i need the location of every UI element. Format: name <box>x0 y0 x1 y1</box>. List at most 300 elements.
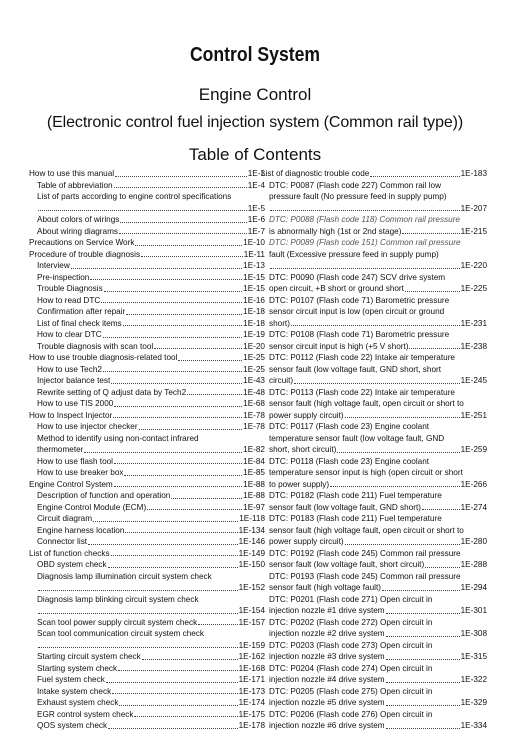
toc-entry-text: How to use breaker box <box>37 468 124 477</box>
page-subtitle: Engine Control <box>198 85 312 104</box>
toc-entry-page: 1E-25 <box>243 364 265 374</box>
dot-leader <box>103 337 243 338</box>
toc-entry-text: OBD system check <box>37 560 107 569</box>
toc-entry[interactable] <box>29 387 265 399</box>
toc-entry[interactable] <box>261 318 487 330</box>
toc-entry-text: Engine harness location <box>37 525 125 535</box>
toc-entry[interactable] <box>29 640 265 652</box>
toc-entry-text: How to clear DTC <box>37 330 102 339</box>
dot-leader <box>187 394 242 395</box>
toc-entry[interactable] <box>29 525 265 537</box>
toc-entry-text: Diagnosis lamp blinking circuit system check <box>37 594 199 604</box>
toc-entry-page: 1E-322 <box>460 675 487 684</box>
dot-leader <box>114 486 242 487</box>
dot-leader <box>38 647 238 648</box>
toc-entry-text: sensor circuit input is high (+5 V short) <box>269 341 409 351</box>
dot-leader <box>84 452 242 453</box>
toc-entry-page: 1E-288 <box>460 560 487 569</box>
dot-leader <box>119 705 237 706</box>
toc-entry-text: sensor fault (high voltage fault, open circuit or short to <box>269 399 464 408</box>
toc-entry[interactable] <box>29 260 265 272</box>
dot-leader <box>382 590 460 591</box>
toc-entry-page: 1E-308 <box>460 629 487 638</box>
toc-entry-text: Engine Control System <box>29 479 113 489</box>
toc-entry-text: How to read DTC <box>37 295 101 305</box>
toc-entry-page: 1E-175 <box>238 709 265 719</box>
dot-leader <box>106 682 238 683</box>
toc-entry-text: sensor fault (high voltage fault) <box>269 583 381 592</box>
toc-entry-page: 1E-68 <box>243 399 265 408</box>
dot-leader <box>118 670 238 671</box>
toc-entry[interactable] <box>29 582 265 594</box>
toc-entry-text: power supply circuit) <box>269 537 344 546</box>
dot-leader <box>104 291 242 292</box>
toc-entry-page: 1E-168 <box>238 663 265 673</box>
toc-entry-text: DTC: P0201 (Flash code 271) Open circuit in <box>269 594 433 604</box>
toc-entry[interactable] <box>29 686 265 698</box>
toc-entry-page: 1E-334 <box>460 721 487 730</box>
toc-entry-page: 1E-82 <box>243 445 265 454</box>
toc-entry-text: short) <box>269 318 290 328</box>
toc-entry[interactable] <box>29 548 265 560</box>
dot-leader <box>330 486 460 487</box>
toc-entry-text: EGR control system check <box>37 709 134 719</box>
page-subtitle-detail: (Electronic control fuel injection system (Common rail type)) <box>46 114 464 131</box>
page-title: Control System <box>189 44 321 66</box>
toc-entry[interactable] <box>29 467 265 479</box>
toc-entry-page: 1E-48 <box>243 387 265 397</box>
dot-leader <box>111 555 238 556</box>
toc-entry-text: Procedure of trouble diagnosis <box>29 249 141 259</box>
toc-entry[interactable] <box>29 364 265 376</box>
dot-leader <box>291 325 460 326</box>
toc-entry-page: 1E-4 <box>247 180 265 190</box>
toc-entry[interactable] <box>29 605 265 617</box>
toc-entry[interactable] <box>29 318 265 330</box>
toc-entry-page: 1E-88 <box>243 491 265 500</box>
toc-entry[interactable] <box>261 513 487 525</box>
toc-entry[interactable] <box>29 306 265 318</box>
dot-leader <box>103 371 242 372</box>
dot-leader <box>113 417 242 418</box>
toc-entry-page: 1E-220 <box>460 261 487 270</box>
toc-entry-page: 1E-152 <box>238 583 265 592</box>
toc-entry-text: DTC: P0113 (Flash code 22) Intake air temperature <box>269 387 455 397</box>
toc-entry[interactable] <box>261 203 487 215</box>
toc-entry-page: 1E-225 <box>460 284 487 293</box>
toc-entry[interactable] <box>261 479 487 491</box>
toc-entry[interactable] <box>29 674 265 686</box>
toc-entry-text: How to use TIS 2000 <box>37 399 114 408</box>
toc-entry[interactable] <box>261 226 487 238</box>
toc-entry-text: DTC: P0182 (Flash code 211) Fuel temperature <box>269 491 442 500</box>
toc-entry-text: Engine Control Module (ECM) <box>37 502 147 512</box>
dot-leader <box>270 268 460 269</box>
toc-entry-page: 1E-207 <box>460 203 487 213</box>
toc-entry[interactable] <box>29 295 265 307</box>
toc-entry-text: DTC: P0107 (Flash code 71) Barometric pressure <box>269 295 450 305</box>
dot-leader <box>114 406 242 407</box>
toc-entry[interactable] <box>29 571 265 583</box>
toc-entry[interactable] <box>29 329 265 341</box>
toc-entry[interactable] <box>261 548 487 560</box>
toc-entry-text: DTC: P0112 (Flash code 22) Intake air temperature <box>269 353 455 362</box>
toc-entry-text: Method to identify using non-contact infrared <box>37 433 199 443</box>
dot-leader <box>139 429 243 430</box>
toc-entry-text: Circuit diagram <box>37 514 93 523</box>
toc-entry-page: 1E-251 <box>460 410 487 420</box>
dot-leader <box>38 613 238 614</box>
toc-entry-text: How to use this manual <box>29 169 115 178</box>
toc-entry-text: circuit) <box>269 376 294 385</box>
toc-entry-page: 1E-315 <box>460 652 487 661</box>
toc-entry-text: Trouble Diagnosis <box>37 284 103 293</box>
toc-entry-page: 1E-5 <box>247 203 265 213</box>
dot-leader <box>294 383 459 384</box>
toc-entry-page: 1E-18 <box>243 318 265 328</box>
dot-leader <box>370 176 459 177</box>
dot-leader <box>337 452 459 453</box>
toc-entry-text: Fuel system check <box>37 675 105 684</box>
toc-entry-text: sensor fault (low voltage fault, GND short, short <box>269 364 442 374</box>
dot-leader <box>126 314 242 315</box>
toc-entry[interactable] <box>261 571 487 583</box>
dot-leader <box>71 268 242 269</box>
toc-entry-text: injection nozzle #4 drive system <box>269 675 385 684</box>
toc-entry[interactable] <box>261 306 487 318</box>
toc-entry-page: 1E-15 <box>243 272 265 282</box>
toc-entry-page: 1E-149 <box>238 548 265 558</box>
toc-entry-page: 1E-159 <box>238 640 265 650</box>
toc-entry-text: DTC: P0118 (Flash code 23) Engine coolant <box>269 456 430 466</box>
toc-entry-text: short, short circuit) <box>269 445 337 454</box>
toc-entry-text: DTC: P0206 (Flash code 276) Open circuit in <box>269 709 433 719</box>
toc-entry-text: How to use injector checker <box>37 422 138 431</box>
toc-entry-text: sensor fault (low voltage fault, GND short) <box>269 502 421 512</box>
toc-entry[interactable] <box>29 709 265 721</box>
toc-entry[interactable] <box>29 214 265 226</box>
dot-leader <box>345 417 460 418</box>
toc-entry[interactable] <box>261 214 487 226</box>
toc-heading: Table of Contents <box>188 145 322 164</box>
toc-entry-page: 1E-15 <box>243 284 265 293</box>
toc-entry[interactable] <box>29 410 265 422</box>
toc-entry-page: 1E-171 <box>238 675 265 684</box>
toc-entry[interactable] <box>261 387 487 399</box>
toc-entry-page: 1E-118 <box>239 514 265 523</box>
toc-entry-page: 1E-3 <box>247 169 265 178</box>
toc-entry-text: Scan tool power supply circuit system check <box>37 617 198 627</box>
toc-entry[interactable] <box>261 444 487 456</box>
toc-entry-page: 1E-215 <box>460 226 487 236</box>
toc-entry-text: Confirmation after repair <box>37 307 126 316</box>
toc-entry-page: 1E-154 <box>238 606 265 615</box>
toc-entry-page: 1E-280 <box>460 537 487 546</box>
toc-entry-text: thermometer <box>37 445 84 454</box>
toc-right-column <box>261 168 487 732</box>
dot-leader <box>119 233 247 234</box>
dot-leader <box>88 544 238 545</box>
dot-leader <box>38 210 247 211</box>
toc-entry-text: Exhaust system check <box>37 698 119 707</box>
dot-leader <box>345 544 460 545</box>
toc-entry[interactable] <box>261 237 487 249</box>
toc-entry-page: 1E-259 <box>460 445 487 454</box>
toc-entry-text: pressure fault (No pressure feed in supply pump) <box>269 192 447 201</box>
toc-entry-text: List of diagnostic trouble code <box>261 169 370 178</box>
toc-entry[interactable] <box>29 536 265 548</box>
toc-entry[interactable] <box>261 168 487 180</box>
toc-entry-text: List of function checks <box>29 548 110 558</box>
toc-entry-text: sensor circuit input is low (open circuit or ground <box>269 307 445 316</box>
toc-entry-text: injection nozzle #5 drive system <box>269 698 385 707</box>
toc-entry-page: 1E-274 <box>460 502 487 512</box>
dot-leader <box>93 521 238 522</box>
dot-leader <box>108 567 238 568</box>
toc-entry-text: sensor fault (high voltage fault, open circuit or short to <box>269 525 464 535</box>
toc-entry-text: About colors of wirings <box>37 215 120 224</box>
toc-entry[interactable] <box>29 617 265 629</box>
toc-entry-page: 1E-157 <box>238 617 265 627</box>
dot-leader <box>90 279 242 280</box>
toc-entry[interactable] <box>261 525 487 537</box>
toc-entry[interactable] <box>261 502 487 514</box>
toc-entry-text: How to use Tech2 <box>37 364 102 374</box>
toc-entry-text: to power supply) <box>269 479 330 489</box>
toc-entry-page: 1E-11 <box>243 249 265 259</box>
dot-leader <box>141 256 243 257</box>
toc-entry-page: 1E-146 <box>238 537 265 546</box>
toc-entry-page: 1E-43 <box>243 376 265 385</box>
toc-entry-page: 1E-174 <box>238 698 265 707</box>
toc-entry-page: 1E-10 <box>243 238 265 247</box>
toc-entry-text: Description of function and operation <box>37 491 171 500</box>
toc-entry[interactable] <box>261 272 487 284</box>
toc-entry[interactable] <box>261 663 487 675</box>
toc-entry-page: 1E-84 <box>243 456 265 466</box>
dot-leader <box>386 705 460 706</box>
toc-entry-page: 1E-150 <box>238 560 265 569</box>
toc-entry-text: is abnormally high (1st or 2nd stage) <box>269 226 402 236</box>
toc-entry[interactable] <box>261 364 487 376</box>
toc-entry[interactable] <box>261 456 487 468</box>
toc-entry-text: sensor fault (low voltage fault, short circuit) <box>269 560 425 569</box>
toc-entry-text: Interview <box>37 261 70 270</box>
toc-entry-text: DTC: P0089 (Flash code 151) Common rail pressure <box>269 238 461 247</box>
toc-entry[interactable] <box>261 640 487 652</box>
toc-entry-text: Intake system check <box>37 686 112 696</box>
toc-entry[interactable] <box>29 237 265 249</box>
dot-leader <box>142 659 238 660</box>
toc-entry[interactable] <box>29 444 265 456</box>
toc-entry-text: DTC: P0193 (Flash code 245) Common rail pressure <box>269 571 461 581</box>
toc-entry-text: QOS system check <box>37 721 108 730</box>
toc-entry-page: 1E-78 <box>243 422 265 431</box>
toc-entry-text: DTC: P0087 (Flash code 227) Common rail low <box>269 180 442 190</box>
dot-leader <box>38 590 238 591</box>
toc-entry[interactable] <box>261 559 487 571</box>
toc-entry-page: 1E-88 <box>243 479 265 489</box>
toc-entry-page: 1E-134 <box>238 525 265 535</box>
toc-entry[interactable] <box>29 180 265 192</box>
toc-entry[interactable] <box>29 398 265 410</box>
toc-entry[interactable] <box>29 283 265 295</box>
dot-leader <box>425 567 459 568</box>
toc-entry-page: 1E-329 <box>460 698 487 707</box>
toc-entry[interactable] <box>261 260 487 272</box>
toc-entry[interactable] <box>261 720 487 732</box>
toc-entry[interactable] <box>29 433 265 445</box>
dot-leader <box>409 348 459 349</box>
toc-entry-text: injection nozzle #6 drive system <box>269 721 385 730</box>
toc-entry-text: Injector balance test <box>37 376 111 385</box>
toc-entry-text: How to Inspect Injector <box>29 410 113 420</box>
toc-entry-text: DTC: P0088 (Flash code 118) Common rail pressure <box>269 215 460 224</box>
toc-entry[interactable] <box>261 686 487 698</box>
toc-entry[interactable] <box>29 203 265 215</box>
toc-entry[interactable] <box>29 272 265 284</box>
toc-entry[interactable] <box>29 651 265 663</box>
toc-entry[interactable] <box>29 352 265 364</box>
toc-entry[interactable] <box>29 456 265 468</box>
toc-entry-text: Rewrite setting of Q adjust data by Tech2 <box>37 387 187 397</box>
toc-entry-text: Connector list <box>37 537 88 546</box>
toc-entry[interactable] <box>261 352 487 364</box>
dot-leader <box>178 360 242 361</box>
toc-entry[interactable] <box>29 168 265 180</box>
toc-entry-text: How to use trouble diagnosis-related tool <box>29 353 178 362</box>
toc-entry-page: 1E-173 <box>238 686 265 696</box>
toc-entry[interactable] <box>261 582 487 594</box>
toc-entry[interactable] <box>29 249 265 261</box>
toc-entry-text: open circuit, +B short or ground short <box>269 284 404 293</box>
toc-entry[interactable] <box>261 617 487 629</box>
toc-entry[interactable] <box>261 329 487 341</box>
toc-entry[interactable] <box>261 490 487 502</box>
toc-entry-text: Table of abbreviation <box>37 180 113 190</box>
toc-entry[interactable] <box>29 720 265 732</box>
toc-entry[interactable] <box>29 479 265 491</box>
toc-entry-page: 1E-97 <box>243 502 265 512</box>
dot-leader <box>386 636 460 637</box>
toc-entry-page: 1E-13 <box>243 261 265 270</box>
dot-leader <box>111 383 242 384</box>
toc-entry-page: 1E-16 <box>243 295 265 305</box>
dot-leader <box>115 176 247 177</box>
toc-entry-page: 1E-231 <box>460 318 487 328</box>
dot-leader <box>147 509 242 510</box>
toc-entry[interactable] <box>261 594 487 606</box>
toc-entry[interactable] <box>261 249 487 261</box>
toc-entry[interactable] <box>261 628 487 640</box>
dot-leader <box>386 659 460 660</box>
toc-entry-text: power supply circuit) <box>269 410 344 420</box>
toc-entry[interactable] <box>261 709 487 721</box>
dot-leader <box>135 245 242 246</box>
toc-entry[interactable] <box>261 180 487 192</box>
toc-entry[interactable] <box>261 605 487 617</box>
toc-entry-text: DTC: P0108 (Flash code 71) Barometric pressure <box>269 330 450 339</box>
toc-entry-text: Trouble diagnosis with scan tool <box>37 341 154 351</box>
dot-leader <box>386 613 460 614</box>
dot-leader <box>125 532 237 533</box>
toc-entry-text: Pre-inspection <box>37 272 90 282</box>
toc-entry-text: DTC: P0203 (Flash code 273) Open circuit in <box>269 640 433 650</box>
toc-entry[interactable] <box>261 433 487 445</box>
toc-entry[interactable] <box>29 502 265 514</box>
toc-entry[interactable] <box>261 421 487 433</box>
toc-entry[interactable] <box>29 697 265 709</box>
toc-entry-page: 1E-183 <box>460 169 487 178</box>
toc-entry-text: List of parts according to engine control specifications <box>37 192 232 201</box>
toc-entry[interactable] <box>29 341 265 353</box>
toc-entry[interactable] <box>29 559 265 571</box>
dot-leader <box>114 187 247 188</box>
toc-entry[interactable] <box>261 651 487 663</box>
toc-entry-text: How to use flash tool <box>37 456 114 466</box>
toc-entry[interactable] <box>261 536 487 548</box>
toc-entry-text: About wiring diagrams <box>37 226 119 236</box>
toc-entry[interactable] <box>261 410 487 422</box>
toc-entry[interactable] <box>261 341 487 353</box>
toc-entry[interactable] <box>261 467 487 479</box>
toc-entry-page: 1E-25 <box>243 353 265 362</box>
toc-entry-text: fault (Excessive pressure feed in supply pump) <box>269 249 439 259</box>
toc-entry[interactable] <box>29 375 265 387</box>
toc-entry-text: temperature sensor fault (low voltage fault, GND <box>269 433 445 443</box>
toc-entry-text: DTC: P0183 (Flash code 211) Fuel temperature <box>269 514 442 523</box>
toc-entry[interactable] <box>29 226 265 238</box>
dot-leader <box>108 728 238 729</box>
toc-entry-text: injection nozzle #2 drive system <box>269 629 385 638</box>
toc-entry-page: 1E-294 <box>460 583 487 592</box>
toc-entry-page: 1E-178 <box>238 721 265 730</box>
toc-entry[interactable] <box>261 283 487 295</box>
toc-entry[interactable] <box>261 375 487 387</box>
toc-entry-text: DTC: P0204 (Flash code 274) Open circuit in <box>269 663 433 673</box>
toc-entry-page: 1E-7 <box>247 226 265 236</box>
toc-entry[interactable] <box>261 295 487 307</box>
dot-leader <box>402 233 459 234</box>
toc-entry-text: Precautions on Service Work <box>29 238 135 247</box>
dot-leader <box>101 302 242 303</box>
toc-entry-text: Scan tool communication circuit system check <box>37 629 204 638</box>
toc-entry[interactable] <box>29 663 265 675</box>
toc-entry-page: 1E-6 <box>247 215 265 224</box>
toc-left-column <box>29 168 265 732</box>
toc-entry-page: 1E-78 <box>243 410 265 420</box>
toc-entry[interactable] <box>261 697 487 709</box>
dot-leader <box>120 222 246 223</box>
toc-entry[interactable] <box>29 490 265 502</box>
toc-entry[interactable] <box>29 191 265 203</box>
dot-leader <box>405 291 460 292</box>
toc-entry[interactable] <box>261 674 487 686</box>
toc-entry[interactable] <box>261 191 487 203</box>
dot-leader <box>154 348 242 349</box>
toc-entry[interactable] <box>29 421 265 433</box>
toc-entry[interactable] <box>29 628 265 640</box>
toc-entry-text: DTC: P0205 (Flash code 275) Open circuit in <box>269 686 433 696</box>
toc-entry-text: Starting system check <box>37 663 118 673</box>
toc-entry-text: DTC: P0117 (Flash code 23) Engine coolant <box>269 422 430 431</box>
toc-entry-page: 1E-19 <box>243 330 265 339</box>
dot-leader <box>112 693 237 694</box>
toc-entry[interactable] <box>29 594 265 606</box>
toc-entry[interactable] <box>29 513 265 525</box>
toc-entry-page: 1E-266 <box>460 479 487 489</box>
toc-entry[interactable] <box>261 398 487 410</box>
